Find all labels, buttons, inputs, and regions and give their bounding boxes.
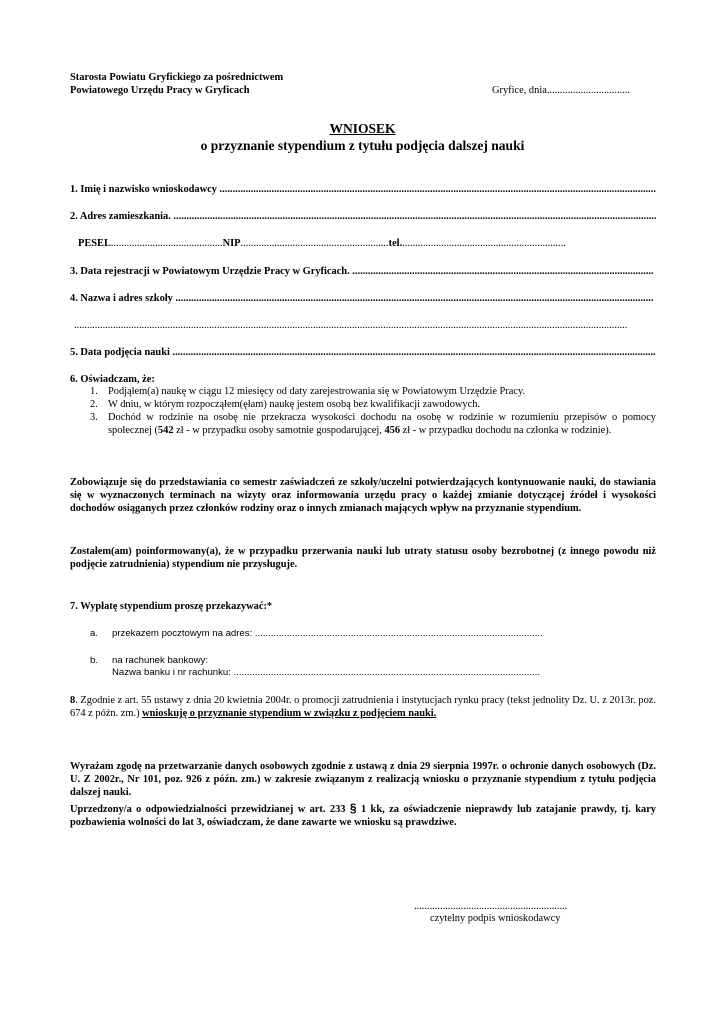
declaration-list	[90, 385, 658, 437]
liability-paragraph	[70, 802, 656, 829]
option-text: na rachunek bankowy:	[112, 655, 208, 666]
document-subtitle: o przyznanie stypendium z tytułu podjęcia dalszej nauki	[200, 138, 525, 153]
section-8-paragraph	[70, 694, 656, 720]
declaration-item-text: zł - w przypadku osoby samotnie gospodarującej,	[173, 425, 385, 436]
section-8-text: . Zgodnie z art. 55 ustawy z dnia 20 kwietnia 2004r. o promocji zatrudnienia i instytucjach rynku pracy (tekst jednolity Dz. U. z 2013r. poz. 674 z późn. zm.)	[70, 695, 656, 719]
signature-label: czytelny podpis wnioskodawcy	[430, 913, 561, 924]
declaration-item-number: 2.	[90, 399, 98, 410]
identity-row	[78, 237, 566, 250]
option-text: przekazem pocztowym na adres: ............................................................................................................	[112, 628, 543, 639]
field-registration-date-label: 3. Data rejestracji w Powiatowym Urzędzie Pracy w Gryficach.	[70, 266, 350, 277]
field-start-date-label: 5. Data podjęcia nauki	[70, 347, 170, 358]
tel-field[interactable]: ...............................................................	[402, 238, 566, 249]
declaration-item-number: 1.	[90, 386, 98, 397]
informed-paragraph: Zostałem(am) poinformowany(a), że w przypadku przerwania nauki lub utraty statusu osoby bezrobotnej (z innego powodu niż podjęcie zatrudnienia) stypendium nie przysługuje.	[70, 546, 656, 570]
declaration-item-text: Dochód w rodzinie na osobę nie przekracza wysokości dochodu na osobę w rodzinie w rozumieniu przepisów o pomocy społecznej (	[108, 412, 656, 436]
bank-account-field[interactable]: Nazwa banku i nr rachunku: ...................................................................................................................	[112, 667, 541, 678]
document-title: WNIOSEK	[329, 121, 396, 136]
pesel-label: PESEL	[78, 238, 111, 249]
nip-field[interactable]: .........................................................	[240, 238, 389, 249]
tel-label: tel.	[388, 238, 403, 249]
declaration-item	[90, 385, 658, 398]
field-school[interactable]	[70, 292, 653, 305]
signature-line[interactable]: ...........................................................	[414, 901, 568, 912]
payment-heading: 7. Wypłatę stypendium proszę przekazywać:*	[70, 601, 273, 612]
declaration-item-number: 3.	[90, 412, 98, 423]
family-income-limit: 456	[384, 425, 401, 436]
field-start-date[interactable]	[70, 346, 656, 359]
field-registration-date[interactable]	[70, 265, 653, 278]
declaration-item-text: zł - w przypadku dochodu na członka w rodzinie).	[400, 425, 612, 436]
declaration-item-text: W dniu, w którym rozpocząłem(ęłam) naukę jestem osobą bez kwalifikacji zawodowych.	[108, 399, 481, 410]
pesel-field[interactable]: ...........................................	[110, 238, 223, 249]
payment-option-postal[interactable]	[90, 628, 543, 640]
option-letter: a.	[90, 628, 99, 639]
section-8-request: wnioskuję o przyznanie stypendium w związku z podjęciem nauki.	[142, 708, 437, 719]
field-school-label: 4. Nazwa i adres szkoły	[70, 293, 173, 304]
declaration-heading: 6. Oświadczam, że:	[70, 374, 155, 385]
field-address[interactable]	[70, 210, 656, 223]
paragraph-sign: §	[349, 801, 357, 815]
field-applicant-name[interactable]	[70, 183, 656, 196]
liability-text: Uprzedzony/a o odpowiedzialności przewidzianej w art. 233	[70, 804, 350, 815]
payment-option-bank[interactable]	[90, 655, 208, 667]
addressee-line-1: Starosta Powiatu Gryfickiego za pośrednictwem	[70, 72, 284, 83]
liability-text: 1 kk, za oświadczenie nieprawdy lub zatajanie prawdy, tj. kary pozbawienia wolności do lat 3, oświadczam, że dane zawarte we wniosku są prawdziwe.	[70, 804, 657, 828]
field-address-label: 2. Adres zamieszkania.	[70, 211, 171, 222]
field-applicant-name-label: 1. Imię i nazwisko wnioskodawcy	[70, 184, 217, 195]
single-income-limit: 542	[157, 425, 174, 436]
consent-paragraph: Wyrażam zgodę na przetwarzanie danych osobowych zgodnie z ustawą z dnia 29 sierpnia 1997r. o ochronie danych osobowych (Dz. U. Z 2002r., Nr 101, poz. 926 z późn. zm.) w zakresie związanym z realizacją wniosku o przyznanie stypendium z tytułu podjęcia dalszej nauki.	[70, 761, 656, 798]
declaration-item	[90, 398, 658, 411]
declaration-item	[90, 411, 658, 437]
field-school-continuation[interactable]: .....................................................................................................................................................................................................................	[74, 320, 628, 331]
nip-label: NIP	[222, 238, 241, 249]
option-letter: b.	[90, 655, 99, 666]
section-8-number: 8	[70, 695, 76, 706]
addressee-line-2: Powiatowego Urzędu Pracy w Gryficach	[70, 85, 250, 96]
declaration-item-text: Podjąłem(a) naukę w ciągu 12 miesięcy od daty zarejestrowania się w Powiatowym Urzędzie Pracy.	[108, 386, 526, 397]
place-date-field[interactable]: Gryfice, dnia................................	[492, 85, 630, 96]
commitment-paragraph: Zobowiązuje się do przedstawiania co semestr zaświadczeń ze szkoły/uczelni potwierdzających kontynuowanie nauki, do stawiania się w wyznaczonych terminach na wizyty oraz informowania urzędu pracy o każdej zmianie dotyczącej źródeł i wysokości dochodów osiąganych przez członków rodziny oraz o innych zmianach mających wpływ na przyznanie stypendium.	[70, 477, 656, 514]
